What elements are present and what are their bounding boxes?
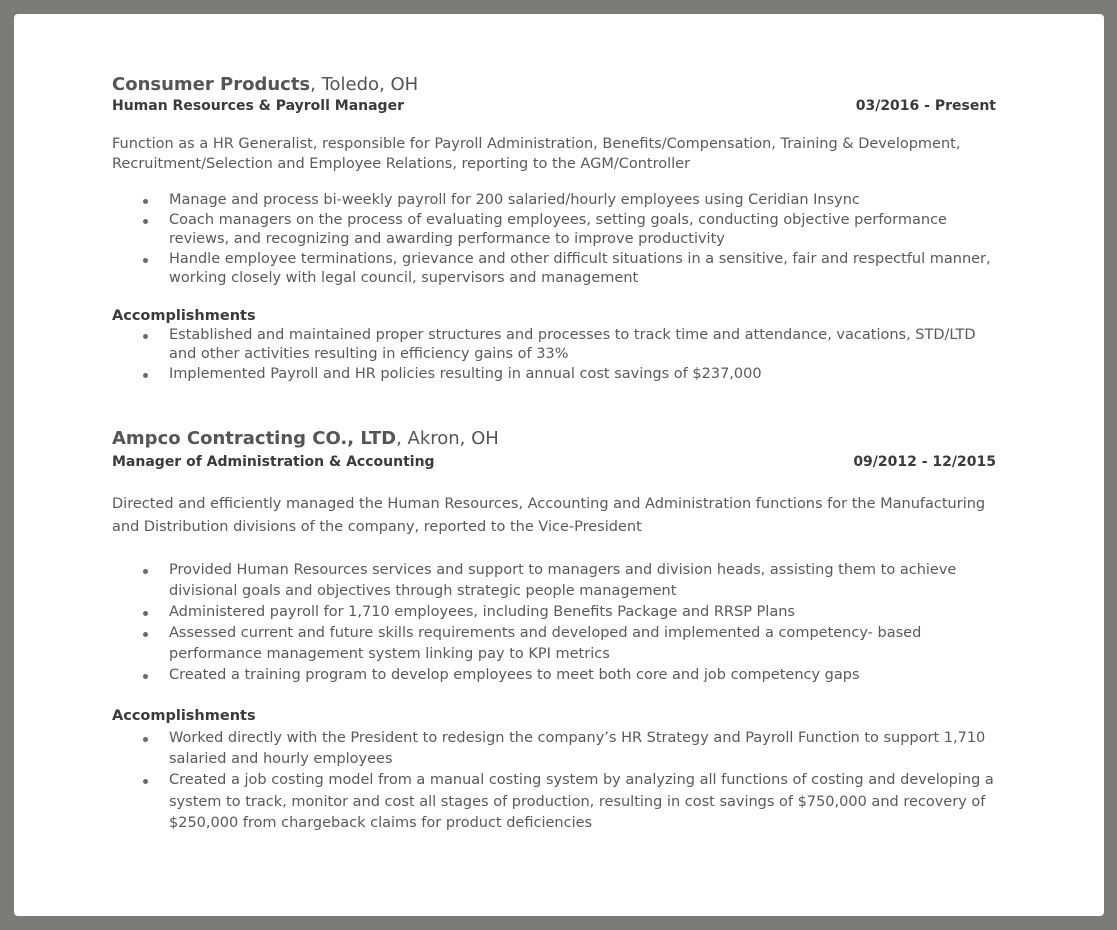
- list-item: [112, 326, 996, 365]
- job-description: Function as a HR Generalist, responsible for Payroll Administration, Benefits/Compensation, Training & Development, Recruitment/Selection and Employee Relations, reporting to the AGM/Controller: [112, 136, 961, 172]
- title-row: [112, 452, 996, 472]
- list-item: [112, 211, 996, 250]
- list-item-text: Established and maintained proper structures and processes to track time and attendance, vacations, STD/LTD and other activities resulting in efficiency gains of 33%: [169, 326, 976, 362]
- bullet-icon: [143, 373, 148, 378]
- list-item: [112, 665, 996, 686]
- list-item-text: Implemented Payroll and HR policies resulting in annual cost savings of $237,000: [169, 365, 762, 382]
- list-item-text: Worked directly with the President to redesign the company’s HR Strategy and Payroll Function to support 1,710 salaried and hourly employees: [169, 730, 986, 767]
- accomplishments-heading: Accomplishments: [112, 307, 256, 324]
- accomplishments-heading: Accomplishments: [112, 708, 256, 724]
- list-item-text: Manage and process bi-weekly payroll for 200 salaried/hourly employees using Ceridian Insync: [169, 192, 860, 208]
- list-item-text: Created a training program to develop employees to meet both core and job competency gaps: [169, 667, 860, 683]
- list-item: [112, 602, 996, 623]
- list-item-text: Created a job costing model from a manual costing system by analyzing all functions of costing and developing a system to track, monitor and cost all stages of production, resulting in cost savings of $750,000 and recovery of $250,000 from chargeback claims for product deficiencies: [169, 772, 994, 831]
- accomplishments-list: [112, 326, 996, 385]
- bullet-icon: [143, 569, 148, 574]
- bullet-icon: [143, 674, 148, 679]
- list-item-text: Administered payroll for 1,710 employees, including Benefits Package and RRSP Plans: [169, 604, 795, 620]
- list-item: [112, 623, 996, 665]
- title-row: [112, 96, 996, 116]
- bullet-icon: [143, 632, 148, 637]
- bullet-icon: [143, 737, 148, 742]
- job-title: Human Resources & Payroll Manager: [112, 98, 404, 114]
- company-line: [112, 428, 996, 450]
- list-item-text: Handle employee terminations, grievance and other difficult situations in a sensitive, fair and respectful manner, working closely with legal council, supervisors and management: [169, 250, 991, 286]
- bullet-icon: [143, 199, 148, 204]
- resume-page: [14, 14, 1104, 916]
- duties-list: [112, 191, 996, 289]
- company-name: Consumer Products: [112, 74, 311, 95]
- list-item: [112, 728, 996, 770]
- list-item: [112, 191, 996, 211]
- company-line: [112, 74, 996, 96]
- job-entry: [112, 428, 996, 835]
- resume-content: [112, 74, 996, 835]
- list-item: [112, 770, 996, 835]
- list-item-text: Provided Human Resources services and support to managers and division heads, assisting them to achieve divisional goals and objectives through strategic people management: [169, 562, 957, 599]
- list-item: [112, 250, 996, 289]
- job-dates: 03/2016 - Present: [855, 98, 996, 114]
- bullet-icon: [143, 334, 148, 339]
- bullet-icon: [143, 779, 148, 784]
- company-name: Ampco Contracting CO., LTD: [112, 428, 397, 449]
- bullet-icon: [143, 611, 148, 616]
- job-title: Manager of Administration & Accounting: [112, 454, 435, 470]
- company-location: , Toledo, OH: [310, 74, 419, 95]
- job-entry: [112, 74, 996, 419]
- job-description: Directed and efficiently managed the Human Resources, Accounting and Administration functions for the Manufacturing and Distribution divisions of the company, reported to the Vice-President: [112, 496, 986, 535]
- list-item-text: Coach managers on the process of evaluating employees, setting goals, conducting objective performance reviews, and recognizing and awarding performance to improve productivity: [169, 211, 947, 247]
- list-item: [112, 560, 996, 602]
- duties-list: [112, 560, 996, 686]
- job-dates: 09/2012 - 12/2015: [853, 454, 996, 470]
- bullet-icon: [143, 258, 148, 263]
- list-item-text: Assessed current and future skills requirements and developed and implemented a competency- based performance management system linking pay to KPI metrics: [169, 625, 922, 662]
- list-item: [112, 365, 996, 385]
- accomplishments-list: [112, 728, 996, 835]
- company-location: , Akron, OH: [396, 428, 499, 449]
- bullet-icon: [143, 219, 148, 224]
